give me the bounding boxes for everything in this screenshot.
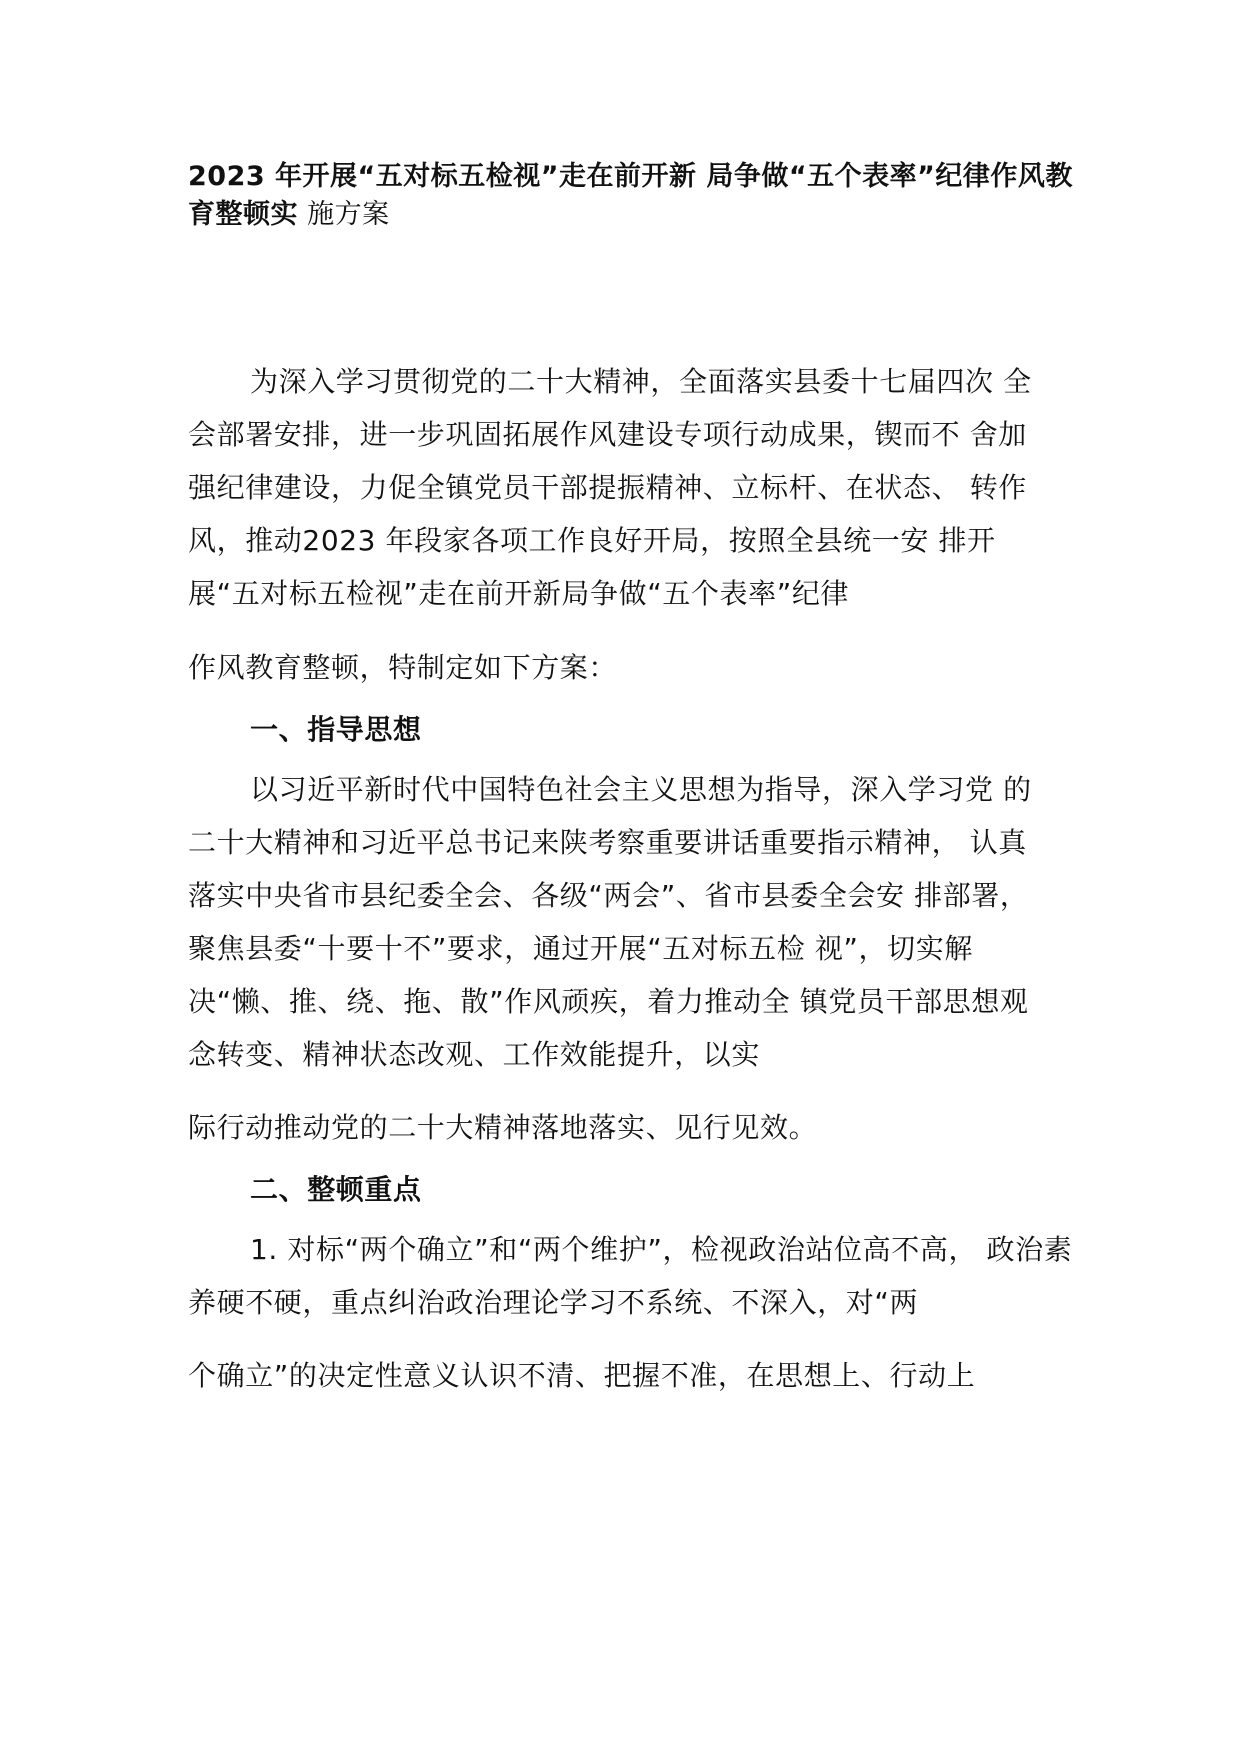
paragraph-line: 聚焦县委“十要十不”要求，通过开展“五对标五检 视”，切实解: [188, 932, 973, 965]
paragraph-line: 决“懒、推、绕、拖、散”作风顽疾，着力推动全 镇党员干部思想观: [188, 985, 1029, 1018]
paragraph-line: 强纪律建设，力促全镇党员干部提振精神、立标杆、在状态、 转作: [188, 471, 1027, 504]
paragraph-line: 养硬不硬，重点纠治政治理论学习不系统、不深入，对“两: [188, 1286, 919, 1319]
paragraph-line: 二十大精神和习近平总书记来陕考察重要讲话重要指示精神， 认真: [188, 826, 1027, 859]
paragraph-line: 念转变、精神状态改观、工作效能提升，以实: [188, 1038, 761, 1071]
paragraph-line: 风，推动2023 年段家各项工作良好开局，按照全县统一安 排开: [188, 524, 996, 557]
paragraph-line: 为深入学习贯彻党的二十大精神，全面落实县委十七届四次 全: [250, 365, 1032, 398]
paragraph-line: 落实中央省市县纪委全会、各级“两会”、省市县委全会安 排部署，: [188, 879, 1029, 912]
paragraph-line: 展“五对标五检视”走在前开新局争做“五个表率”纪律: [188, 577, 850, 610]
paragraph-line: 会部署安排，进一步巩固拓展作风建设专项行动成果，锲而不 舍加: [188, 418, 1027, 451]
paragraph-line: 作风教育整顿，特制定如下方案：: [188, 651, 618, 684]
paragraph-line: 个确立”的决定性意义认识不清、把握不准，在思想上、行动上: [188, 1359, 976, 1392]
section-heading: 一、指导思想: [250, 713, 422, 746]
document-title: [188, 158, 1088, 234]
paragraph-line: 1. 对标“两个确立”和“两个维护”，检视政治站位高不高， 政治素: [250, 1233, 1073, 1266]
section-heading: 二、整顿重点: [250, 1173, 422, 1206]
title-bold-text: 2023 年开展“五对标五检视”走在前开新 局争做“五个表率”纪律作风教育整顿实: [188, 161, 1073, 230]
title-normal-text: 施方案: [298, 199, 390, 230]
paragraph-line: 以习近平新时代中国特色社会主义思想为指导，深入学习党 的: [250, 773, 1032, 806]
paragraph-line: 际行动推动党的二十大精神落地落实、见行见效。: [188, 1111, 818, 1144]
